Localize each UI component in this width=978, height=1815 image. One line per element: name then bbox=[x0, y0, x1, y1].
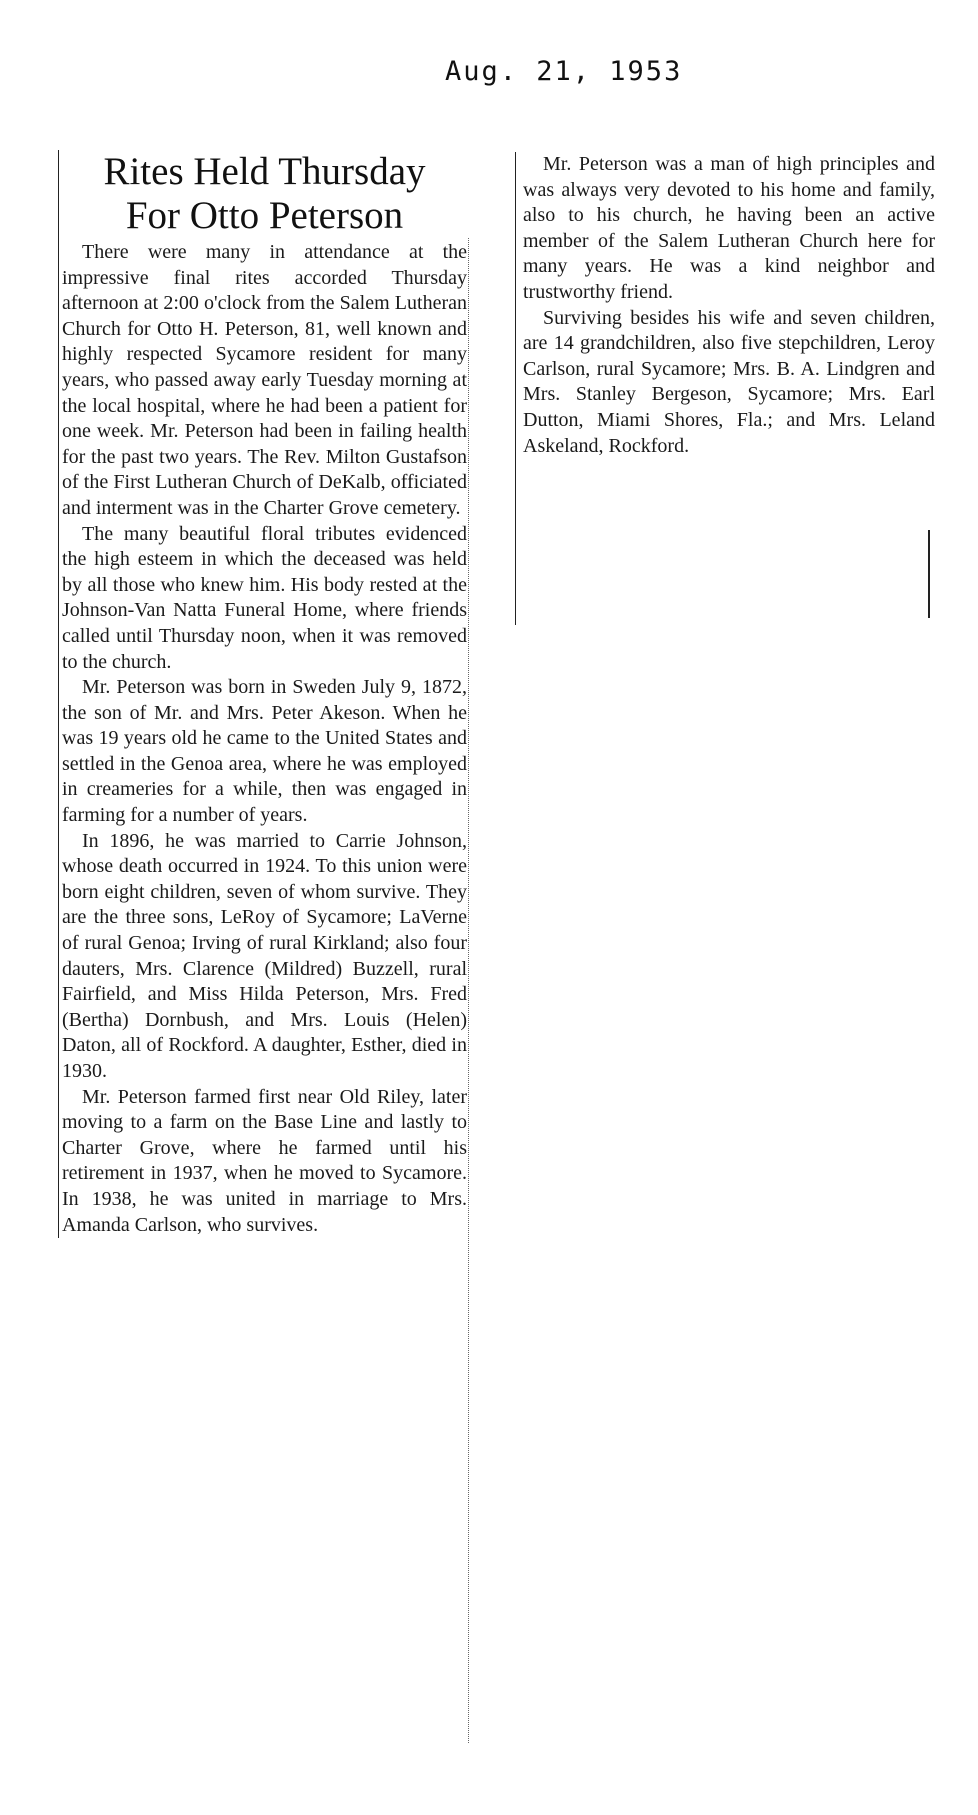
article-column-right bbox=[515, 152, 935, 625]
article-headline bbox=[62, 150, 467, 238]
paragraph-survivors: Surviving besides his wife and seven children, are 14 grandchildren, also five stepchildren, Leroy Carlson, rural Sycamore; Mrs. B. A. Lindgren and Mrs. Stanley Bergeson, Sycamore; Mrs. Earl Dutton, Miami Shores, Fla.; and Mrs. Leland Askeland, Rockford. bbox=[523, 306, 935, 457]
clipping-date: Aug. 21, 1953 bbox=[445, 56, 683, 87]
paragraph-marriage: In 1896, he was married to Carrie Johnson, whose death occurred in 1924. To this union were born eight children, seven of whom survive. They are the three sons, LeRoy of Sycamore; LaVerne of rural Genoa; Irving of rural Kirkland; also four dauters, Mrs. Clarence (Mildred) Buzzell, rural Fairfield, and Miss Hilda Peterson, Mrs. Fred (Bertha) Dornbush, and Mrs. Louis (Helen) Daton, all of Rockford. A daughter, Esther, died in 1930. bbox=[62, 829, 467, 1082]
column-rule-right bbox=[928, 530, 930, 618]
paragraph-floral-tributes: The many beautiful floral tributes evidenced the high esteem in which the deceased was held by all those who knew him. His body rested at the Johnson-Van Natta Funeral Home, where friends called until Thursday noon, when it was removed to the church. bbox=[62, 522, 467, 673]
headline-line-2: For Otto Peterson bbox=[125, 194, 404, 237]
headline-line-1: Rites Held Thursday bbox=[103, 150, 426, 193]
paragraph-funeral-rites: There were many in attendance at the impressive final rites accorded Thursday afternoon at 2:00 o'clock from the Salem Lutheran Church for Otto H. Peterson, 81, well known and highly respected Sycamore resident for many years, who passed away early Tuesday morning at the local hospital, where he had been a patient for one week. Mr. Peterson had been in failing health for the past two years. The Rev. Milton Gustafson of the First Lutheran Church of DeKalb, officiated and interment was in the Charter Grove cemetery. bbox=[62, 241, 467, 519]
article-column-left bbox=[58, 150, 467, 1238]
paragraph-farming: Mr. Peterson farmed first near Old Riley, later moving to a farm on the Base Line and lastly to Charter Grove, where he farmed until his retirement in 1937, when he moved to Sycamore. In 1938, he was united in marriage to Mrs. Amanda Carlson, who survives. bbox=[62, 1085, 467, 1236]
paragraph-character: Mr. Peterson was a man of high principles and was always very devoted to his home and family, also to his church, he having been an active member of the Salem Lutheran Church here for many years. He was a kind neighbor and trustworthy friend. bbox=[523, 153, 935, 303]
column-divider-dotted bbox=[468, 238, 470, 1743]
paragraph-birth: Mr. Peterson was born in Sweden July 9, 1872, the son of Mr. and Mrs. Peter Akeson. When he was 19 years old he came to the United States and settled in the Genoa area, where he was employed in creameries for a while, then was engaged in farming for a number of years. bbox=[62, 676, 467, 827]
